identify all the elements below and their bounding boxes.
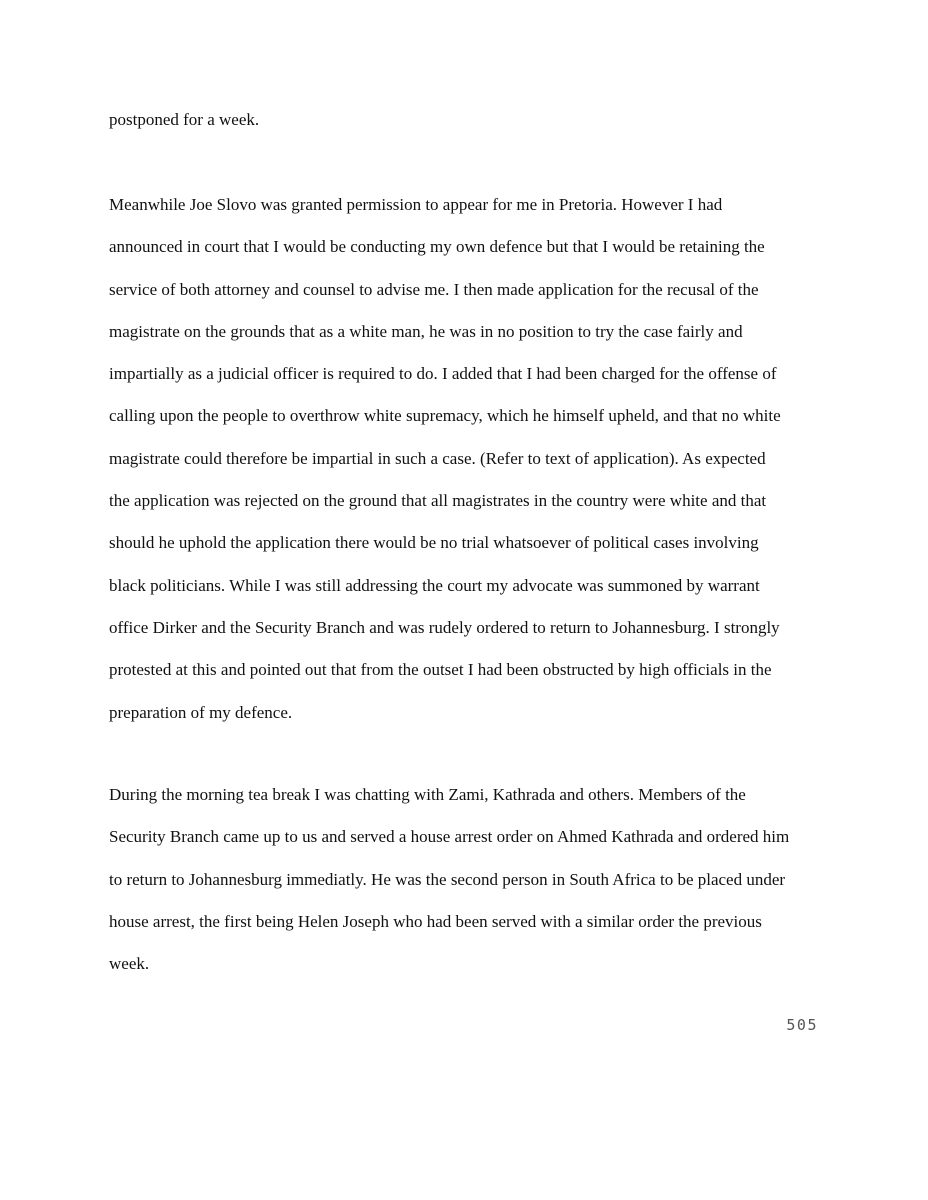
paragraph-line: calling upon the people to overthrow white supremacy, which he himself upheld, and that no white — [109, 406, 781, 426]
paragraph-line: announced in court that I would be conducting my own defence but that I would be retaining the — [109, 237, 765, 257]
paragraph-1 — [109, 111, 829, 153]
paragraph-line: preparation of my defence. — [109, 702, 293, 722]
paragraph-line: house arrest, the first being Helen Joseph who had been served with a similar order the previous — [109, 911, 762, 931]
paragraph-line: magistrate on the grounds that as a white man, he was in no position to try the case fairly and — [109, 321, 743, 341]
paragraph-line: service of both attorney and counsel to advise me. I then made application for the recusal of the — [109, 279, 759, 299]
paragraph-line: should he uphold the application there would be no trial whatsoever of political cases involving — [109, 533, 759, 553]
page-number: 505 — [786, 1016, 818, 1034]
paragraph-line: to return to Johannesburg immediatly. He was the second person in South Africa to be placed under — [109, 869, 786, 889]
paragraph-line: postponed for a week. — [109, 110, 260, 129]
paragraph-line: protested at this and pointed out that from the outset I had been obstructed by high officials in the — [109, 660, 772, 680]
paragraph-line: Security Branch came up to us and served a house arrest order on Ahmed Kathrada and ordered him — [109, 827, 790, 847]
paragraph-2 — [109, 196, 829, 746]
paragraph-line: Meanwhile Joe Slovo was granted permission to appear for me in Pretoria. However I had — [109, 195, 723, 214]
paragraph-line: black politicians. While I was still addressing the court my advocate was summoned by warrant — [109, 575, 760, 595]
paragraph-line: impartially as a judicial officer is required to do. I added that I had been charged for the offense of — [109, 364, 777, 384]
paragraph-line: magistrate could therefore be impartial in such a case. (Refer to text of application). As expected — [109, 448, 766, 468]
paragraph-3 — [109, 786, 829, 997]
paragraph-line: the application was rejected on the ground that all magistrates in the country were white and that — [109, 491, 767, 511]
paragraph-line: During the morning tea break I was chatting with Zami, Kathrada and others. Members of the — [109, 785, 746, 804]
paragraph-line: week. — [109, 954, 150, 974]
paragraph-line: office Dirker and the Security Branch and was rudely ordered to return to Johannesburg. I strongly — [109, 617, 780, 637]
